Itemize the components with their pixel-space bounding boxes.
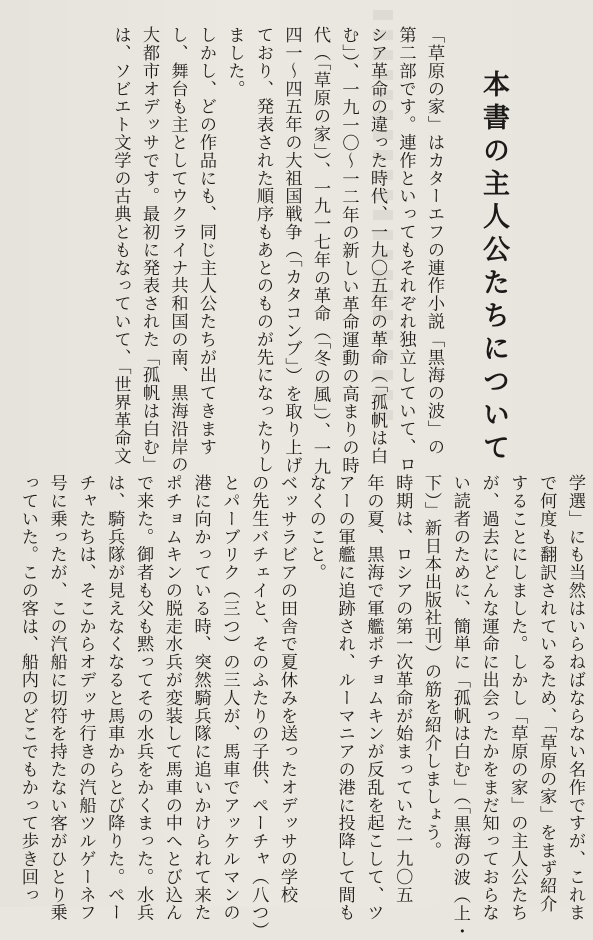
text-column: 学選」にも当然はいらねばならない名作ですが、これま: [565, 474, 585, 922]
text-column: っていた。この客は、船内のどこでもかって歩き回っ: [17, 474, 38, 904]
text-column: 第二部です。連作といってもそれぞれ独立していて、ロ: [395, 26, 416, 474]
text-column: ベッサラビアの田舎で夏休みを送ったオデッサの学校: [277, 474, 298, 904]
text-column: 「草原の家」はカターエフの連作小説「黒海の波」の: [424, 26, 444, 456]
text-column: とパーブリク（三つ）の三人が、馬車でアッケルマンの: [219, 474, 240, 922]
heading-text: 本書の主人公たちについて: [478, 70, 509, 466]
text-column: シア革命の違った時代、一九〇五年の革命（「孤帆は白: [367, 26, 387, 465]
text-column: い読者のために、簡単に「孤帆は白む」（「黒海の波（上・: [449, 474, 470, 940]
text-column: 下）」新日本出版社刊）の筋を紹介しましょう。: [421, 474, 442, 860]
text-column: 四一〜四五年の大祖国戦争（「カタコンブ」）を取り上げ: [281, 26, 302, 475]
text-column: 港に向かっている時、突然騎兵隊に追いかけられて来た: [190, 474, 211, 922]
text-column: は、騎兵隊が見えなくなると馬車からとび降りた。ペー: [104, 474, 125, 922]
text-column: 号に乗ったが、この汽船に切符を持たない客がひとり乗: [46, 474, 67, 922]
text-column: で来た。御者も父も黙ってその水兵をかくまった。水兵: [133, 474, 154, 922]
text-column: ており、発表された順序もあとのものが先になったりし: [253, 26, 273, 474]
text-column: 代（「草原の家」）、一九一七年の革命（「冬の風」）、一九: [310, 26, 330, 476]
text-column: アーの軍艦に追跡され、ルーマニアの港に投降して間も: [334, 474, 355, 922]
text-column: しかし、どの作品にも、同じ主人公たちが出てきます: [196, 26, 216, 456]
section-heading: [467, 70, 515, 466]
text-column: む」）、一九一〇〜一二年の新しい革命運動の高まりの時: [338, 26, 359, 475]
text-column: ポチョムキンの脱走水兵が変装して馬車の中へとび込ん: [161, 474, 182, 922]
text-column: の先生バチェイと、そのふたりの子供、ペーチャ（八つ）: [248, 474, 269, 940]
text-column: チャたちは、そこからオデッサ行きの汽船ツルゲーネフ: [75, 474, 96, 922]
text-column: が、過去にどんな運命に出会ったかをまだ知っておらな: [478, 474, 499, 922]
upper-text-block: [110, 26, 448, 476]
text-column: することにしました。しかし「草原の家」の主人公たち: [507, 474, 528, 922]
text-column: で何度も翻訳されているため、「草原の家」をまず紹介: [536, 474, 557, 913]
text-column: 年の夏、黒海で軍艦ポチョムキンが反乱を起こして、ツ: [363, 474, 384, 922]
text-column: し、舞台も主としてウクライナ共和国の南、黒海沿岸の: [167, 26, 188, 474]
text-column: 時期は、ロシアの第一次革命が始まっていた一九〇五: [392, 474, 413, 904]
text-column: 大都市オデッサです。最初に発表された「孤帆は白む」: [139, 26, 159, 474]
text-column: なくのこと。: [305, 474, 326, 582]
lower-text-block: [0, 474, 589, 940]
text-column: ました。: [224, 26, 245, 98]
text-column: は、ソビエト文学の古典ともなっていて、「世界革命文: [110, 26, 131, 465]
